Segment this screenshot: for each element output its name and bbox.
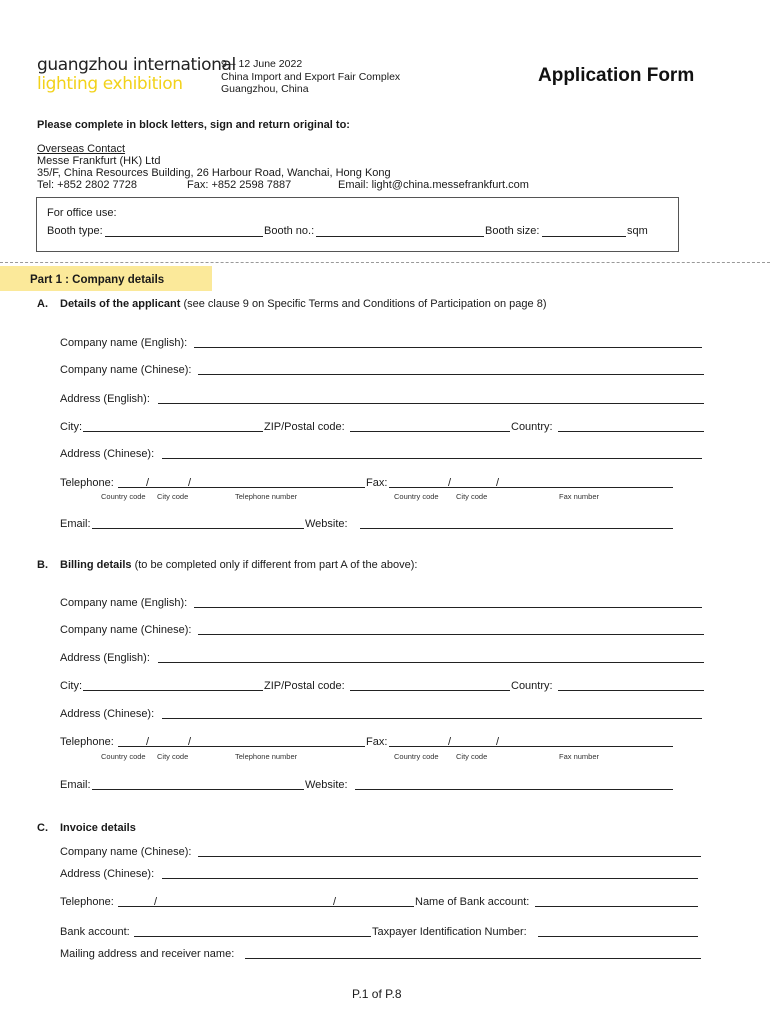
b-fax-field[interactable] xyxy=(389,746,673,747)
b-country-field[interactable] xyxy=(558,690,704,691)
b-tel-number-hint: Telephone number xyxy=(235,752,298,761)
a-telephone-field[interactable] xyxy=(118,487,365,488)
b-fax-city-code-hint: City code xyxy=(456,752,488,761)
b-zip-field[interactable] xyxy=(350,690,510,691)
b-fax-slash-2: / xyxy=(496,736,500,748)
b-company-en-label: Company name (English): xyxy=(60,597,188,609)
c-bank-account-name-label: Name of Bank account: xyxy=(415,896,530,908)
b-address-cn-label: Address (Chinese): xyxy=(60,708,155,720)
section-a-heading xyxy=(60,298,546,310)
c-company-cn-label: Company name (Chinese): xyxy=(60,846,192,858)
logo-line-1: guangzhou international xyxy=(37,55,236,75)
booth-type-label: Booth type: xyxy=(47,225,103,237)
a-fax-slash-1: / xyxy=(448,477,452,489)
b-tel-city-code-hint: City code xyxy=(157,752,189,761)
a-fax-country-code-hint: Country code xyxy=(394,492,439,501)
a-fax-field[interactable] xyxy=(389,487,673,488)
a-company-cn-field[interactable] xyxy=(198,374,704,375)
divider xyxy=(0,262,770,263)
a-email-field[interactable] xyxy=(92,528,304,529)
b-fax-country-code-hint: Country code xyxy=(394,752,439,761)
c-telephone-field[interactable] xyxy=(118,906,414,907)
c-address-cn-label: Address (Chinese): xyxy=(60,868,155,880)
section-b-heading xyxy=(60,559,417,571)
a-country-label: Country: xyxy=(511,421,553,433)
c-address-cn-field[interactable] xyxy=(162,878,698,879)
c-bank-account-label: Bank account: xyxy=(60,926,130,938)
a-website-field[interactable] xyxy=(360,528,673,529)
contact-company: Messe Frankfurt (HK) Ltd xyxy=(37,155,161,167)
booth-size-unit: sqm xyxy=(627,225,648,237)
booth-no-label: Booth no.: xyxy=(264,225,315,237)
contact-email-link[interactable]: Email: light@china.messefrankfurt.com xyxy=(338,179,529,191)
c-tel-slash-2: / xyxy=(333,896,337,908)
a-company-en-field[interactable] xyxy=(194,347,702,348)
a-website-label: Website: xyxy=(305,518,348,530)
a-tel-slash-2: / xyxy=(188,477,192,489)
b-telephone-field[interactable] xyxy=(118,746,365,747)
a-city-field[interactable] xyxy=(83,431,263,432)
c-telephone-label: Telephone: xyxy=(60,896,114,908)
instructions: Please complete in block letters, sign and return original to: xyxy=(37,119,350,131)
c-taxpayer-id-field[interactable] xyxy=(538,936,698,937)
a-company-cn-label: Company name (Chinese): xyxy=(60,364,192,376)
contact-fax: Fax: +852 2598 7887 xyxy=(187,179,292,191)
b-fax-slash-1: / xyxy=(448,736,452,748)
c-tel-slash-1: / xyxy=(154,896,158,908)
b-city-field[interactable] xyxy=(83,690,263,691)
c-mailing-field[interactable] xyxy=(245,958,701,959)
b-website-field[interactable] xyxy=(355,789,673,790)
a-fax-slash-2: / xyxy=(496,477,500,489)
booth-size-label: Booth size: xyxy=(485,225,540,237)
b-tel-country-code-hint: Country code xyxy=(101,752,146,761)
b-fax-number-hint: Fax number xyxy=(559,752,600,761)
contact-tel: Tel: +852 2802 7728 xyxy=(37,179,138,191)
office-use-box xyxy=(36,197,679,252)
c-bank-account-field[interactable] xyxy=(134,936,371,937)
a-tel-country-code-hint: Country code xyxy=(101,492,146,501)
b-company-cn-label: Company name (Chinese): xyxy=(60,624,192,636)
c-taxpayer-id-label: Taxpayer Identification Number: xyxy=(372,926,527,938)
section-b-title: Billing details xyxy=(60,559,132,571)
c-bank-account-name-field[interactable] xyxy=(535,906,698,907)
contact-address: 35/F, China Resources Building, 26 Harbour Road, Wanchai, Hong Kong xyxy=(37,167,391,179)
event-venue: China Import and Export Fair Complex xyxy=(221,71,401,83)
b-tel-slash-2: / xyxy=(188,736,192,748)
section-a-letter: A. xyxy=(37,298,48,310)
b-zip-label: ZIP/Postal code: xyxy=(264,680,345,692)
a-country-field[interactable] xyxy=(558,431,704,432)
section-b-letter: B. xyxy=(37,559,48,571)
booth-size-field[interactable] xyxy=(542,236,626,237)
b-website-label: Website: xyxy=(305,779,348,791)
booth-no-field[interactable] xyxy=(316,236,484,237)
a-telephone-label: Telephone: xyxy=(60,477,114,489)
section-a-title: Details of the applicant xyxy=(60,298,181,310)
b-address-en-field[interactable] xyxy=(158,662,704,663)
b-address-cn-field[interactable] xyxy=(162,718,702,719)
b-city-label: City: xyxy=(60,680,82,692)
a-city-label: City: xyxy=(60,421,82,433)
a-email-label: Email: xyxy=(60,518,91,530)
a-fax-city-code-hint: City code xyxy=(456,492,488,501)
c-company-cn-field[interactable] xyxy=(198,856,701,857)
a-tel-number-hint: Telephone number xyxy=(235,492,298,501)
part1-title: Part 1 : Company details xyxy=(30,274,165,286)
c-mailing-label: Mailing address and receiver name: xyxy=(60,948,235,960)
logo-line-2: lighting exhibition xyxy=(37,74,183,94)
a-company-en-label: Company name (English): xyxy=(60,337,188,349)
booth-type-field[interactable] xyxy=(105,236,263,237)
a-tel-slash-1: / xyxy=(146,477,150,489)
section-a-note: (see clause 9 on Specific Terms and Conditions of Participation on page 8) xyxy=(180,298,547,310)
a-zip-field[interactable] xyxy=(350,431,510,432)
section-c-title: Invoice details xyxy=(60,822,136,834)
a-fax-number-hint: Fax number xyxy=(559,492,600,501)
a-address-en-field[interactable] xyxy=(158,403,704,404)
office-heading: For office use: xyxy=(47,207,117,219)
event-dates: 9 – 12 June 2022 xyxy=(221,58,303,70)
section-c-letter: C. xyxy=(37,822,48,834)
contact-heading: Overseas Contact xyxy=(37,143,126,155)
a-fax-label: Fax: xyxy=(366,477,388,489)
a-address-en-label: Address (English): xyxy=(60,393,150,405)
form-title: Application Form xyxy=(538,65,695,86)
a-zip-label: ZIP/Postal code: xyxy=(264,421,345,433)
b-fax-label: Fax: xyxy=(366,736,388,748)
b-email-field[interactable] xyxy=(92,789,304,790)
section-b-note: (to be completed only if different from part A of the above): xyxy=(131,559,418,571)
b-company-cn-field[interactable] xyxy=(198,634,704,635)
b-tel-slash-1: / xyxy=(146,736,150,748)
b-country-label: Country: xyxy=(511,680,553,692)
a-address-cn-field[interactable] xyxy=(162,458,702,459)
a-tel-city-code-hint: City code xyxy=(157,492,189,501)
a-address-cn-label: Address (Chinese): xyxy=(60,448,155,460)
b-telephone-label: Telephone: xyxy=(60,736,114,748)
page-number: P.1 of P.8 xyxy=(352,987,402,1001)
event-city: Guangzhou, China xyxy=(221,83,309,95)
b-email-label: Email: xyxy=(60,779,91,791)
b-company-en-field[interactable] xyxy=(194,607,702,608)
b-address-en-label: Address (English): xyxy=(60,652,150,664)
